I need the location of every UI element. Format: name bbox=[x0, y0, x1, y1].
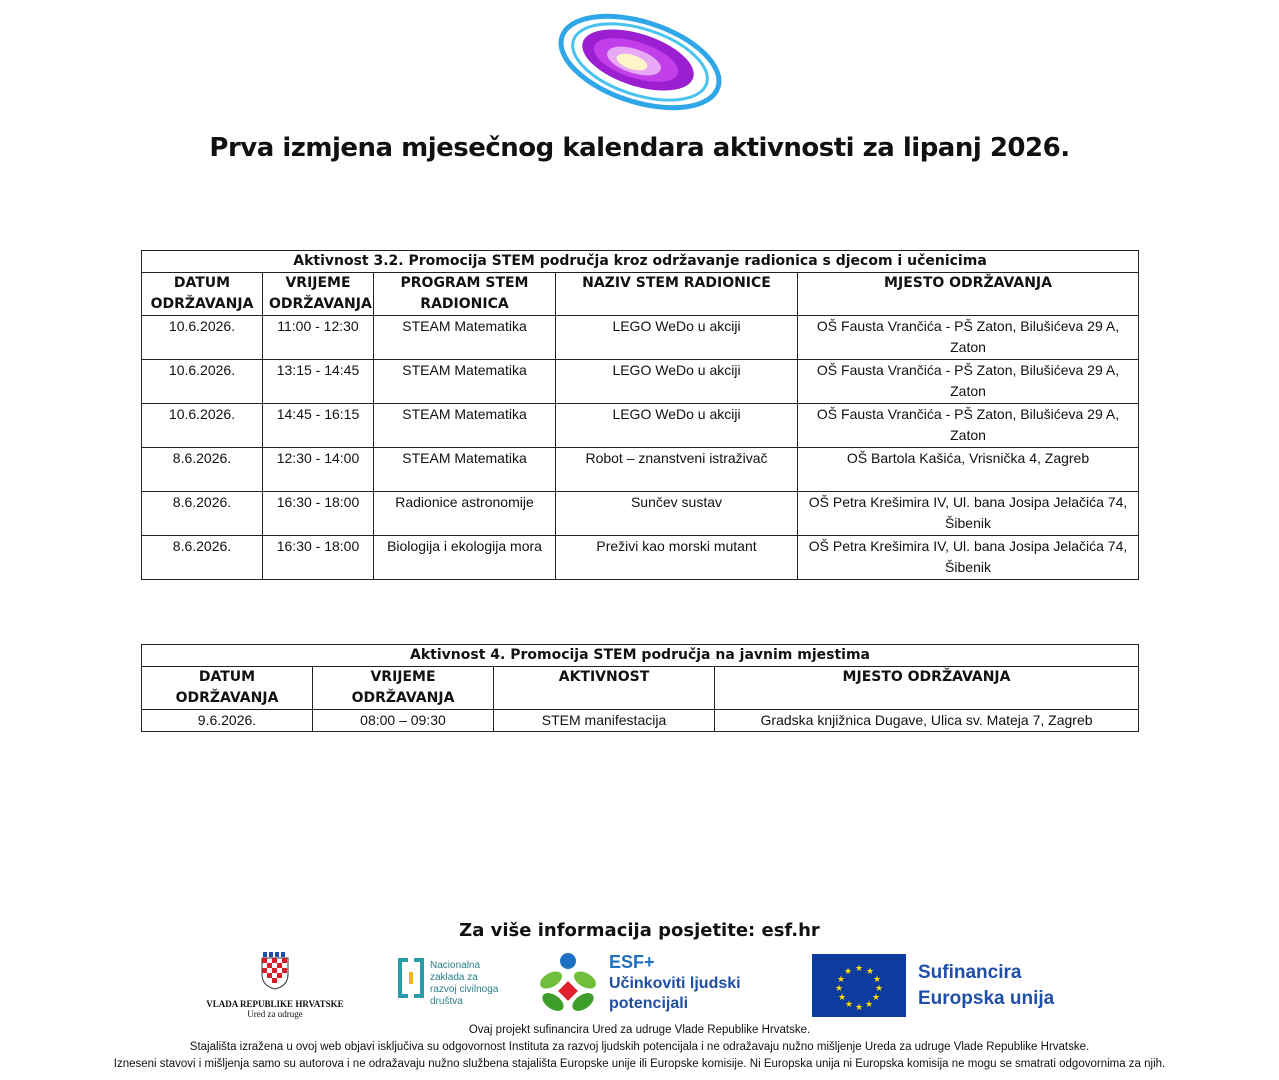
svg-text:★: ★ bbox=[837, 992, 847, 1002]
bracket-logo-icon bbox=[396, 956, 426, 1000]
workshop-cell: Preživi kao morski mutant bbox=[556, 536, 798, 580]
time-cell: 16:30 - 18:00 bbox=[263, 536, 374, 580]
program-cell: STEAM Matematika bbox=[374, 316, 556, 360]
esf-logo bbox=[535, 952, 775, 1020]
svg-text:★: ★ bbox=[843, 966, 853, 976]
time-cell: 11:00 - 12:30 bbox=[263, 316, 374, 360]
program-cell: STEAM Matematika bbox=[374, 448, 556, 492]
table-row bbox=[142, 710, 1139, 732]
program-cell: Biologija i ekologija mora bbox=[374, 536, 556, 580]
footer-line: Ovaj projekt sufinancira Ured za udruge Vlade Republike Hrvatske. bbox=[468, 1024, 811, 1036]
column-header: VRIJEME ODRŽAVANJA bbox=[313, 667, 494, 710]
time-cell: 12:30 - 14:00 bbox=[263, 448, 374, 492]
svg-text:★: ★ bbox=[874, 983, 884, 993]
government-office: Ured za udruge bbox=[247, 1009, 303, 1019]
column-header: NAZIV STEM RADIONICE bbox=[556, 273, 798, 316]
national-foundation-logo bbox=[396, 956, 499, 1007]
location-cell: OŠ Fausta Vrančića - PŠ Zaton, Bilušićeva 29 A, Zaton bbox=[798, 360, 1139, 404]
table-row bbox=[142, 448, 1139, 492]
location-cell: OŠ Fausta Vrančića - PŠ Zaton, Bilušićeva 29 A, Zaton bbox=[798, 404, 1139, 448]
location-cell: OŠ Petra Krešimira IV, Ul. bana Josipa Jelačića 74, Šibenik bbox=[798, 492, 1139, 536]
workshop-cell: Robot – znanstveni istraživač bbox=[556, 448, 798, 492]
table-header-row bbox=[142, 273, 1139, 316]
date-cell: 8.6.2026. bbox=[142, 536, 263, 580]
svg-text:★: ★ bbox=[834, 983, 844, 993]
date-cell: 10.6.2026. bbox=[142, 404, 263, 448]
galaxy-logo-icon bbox=[550, 10, 730, 115]
table-row bbox=[142, 404, 1139, 448]
date-cell: 9.6.2026. bbox=[142, 710, 313, 732]
partner-logos bbox=[0, 950, 1279, 1020]
footer-line: Izneseni stavovi i mišljenja samo su autorova i ne odražavaju nužno službena stajališta Europske unije ili Europske komisije. Ni Europska unija ni Europska komisija ne mogu se smatrati odgovornima za njih. bbox=[113, 1058, 1166, 1070]
activity-3-2-table bbox=[141, 250, 1139, 580]
table-row bbox=[142, 492, 1139, 536]
government-logo bbox=[205, 952, 345, 1019]
croatian-coat-of-arms-icon bbox=[260, 952, 290, 990]
location-cell: OŠ Bartola Kašića, Vrisnička 4, Zagreb bbox=[798, 448, 1139, 492]
esf-title: ESF+ bbox=[609, 952, 655, 972]
info-text: Za više informacija posjetite: esf.hr bbox=[459, 920, 820, 941]
footer-disclaimer bbox=[0, 1022, 1279, 1073]
time-cell: 13:15 - 14:45 bbox=[263, 360, 374, 404]
time-cell: 16:30 - 18:00 bbox=[263, 492, 374, 536]
esf-flower-icon bbox=[535, 952, 601, 1018]
svg-text:★: ★ bbox=[836, 974, 846, 984]
column-header: MJESTO ODRŽAVANJA bbox=[715, 667, 1139, 710]
activity-4-table bbox=[141, 644, 1139, 732]
location-cell: OŠ Fausta Vrančića - PŠ Zaton, Bilušićeva 29 A, Zaton bbox=[798, 316, 1139, 360]
location-cell: Gradska knjižnica Dugave, Ulica sv. Mateja 7, Zagreb bbox=[715, 710, 1139, 732]
government-name: VLADA REPUBLIKE HRVATSKE bbox=[206, 999, 344, 1009]
workshop-cell: LEGO WeDo u akciji bbox=[556, 316, 798, 360]
column-header: MJESTO ODRŽAVANJA bbox=[798, 273, 1139, 316]
time-cell: 08:00 – 09:30 bbox=[313, 710, 494, 732]
svg-text:★: ★ bbox=[872, 974, 882, 984]
column-header: DATUM ODRŽAVANJA bbox=[142, 273, 263, 316]
svg-text:★: ★ bbox=[854, 963, 864, 973]
date-cell: 8.6.2026. bbox=[142, 448, 263, 492]
program-cell: Radionice astronomije bbox=[374, 492, 556, 536]
esf-subtitle: Učinkoviti ljudski potencijali bbox=[609, 975, 741, 1012]
program-cell: STEAM Matematika bbox=[374, 404, 556, 448]
footer-line: Stajališta izražena u ovoj web objavi isključiva su odgovornost Instituta za razvoj ljudskih potencijala i ne odražavaju nužno mišljenje Ureda za udruge Vlade Republike Hrvatske. bbox=[189, 1041, 1090, 1053]
workshop-cell: LEGO WeDo u akciji bbox=[556, 360, 798, 404]
eu-flag-icon bbox=[812, 954, 906, 1017]
svg-text:★: ★ bbox=[864, 999, 874, 1009]
svg-text:★: ★ bbox=[871, 992, 881, 1002]
column-header: VRIJEME ODRŽAVANJA bbox=[263, 273, 374, 316]
svg-text:★: ★ bbox=[844, 999, 854, 1009]
table-row bbox=[142, 360, 1139, 404]
date-cell: 10.6.2026. bbox=[142, 316, 263, 360]
page-title: Prva izmjena mjesečnog kalendara aktivnosti za lipanj 2026. bbox=[209, 133, 1070, 163]
column-header: AKTIVNOST bbox=[494, 667, 715, 710]
svg-text:★: ★ bbox=[854, 1002, 864, 1012]
table-caption: Aktivnost 3.2. Promocija STEM područja kroz održavanje radionica s djecom i učenicima bbox=[142, 251, 1139, 273]
workshop-cell: LEGO WeDo u akciji bbox=[556, 404, 798, 448]
eu-cofinancing-logo bbox=[812, 954, 1092, 1018]
column-header: DATUM ODRŽAVANJA bbox=[142, 667, 313, 710]
workshop-cell: Sunčev sustav bbox=[556, 492, 798, 536]
table-caption: Aktivnost 4. Promocija STEM područja na javnim mjestima bbox=[142, 645, 1139, 667]
location-cell: OŠ Petra Krešimira IV, Ul. bana Josipa Jelačića 74, Šibenik bbox=[798, 536, 1139, 580]
table-header-row bbox=[142, 667, 1139, 710]
time-cell: 14:45 - 16:15 bbox=[263, 404, 374, 448]
foundation-name: Nacionalna zaklada za razvoj civilnoga društva bbox=[430, 960, 499, 1007]
svg-text:★: ★ bbox=[865, 966, 875, 976]
program-cell: STEAM Matematika bbox=[374, 360, 556, 404]
table-row bbox=[142, 536, 1139, 580]
activity-cell: STEM manifestacija bbox=[494, 710, 715, 732]
eu-text: Sufinancira Europska unija bbox=[918, 962, 1055, 1009]
column-header: PROGRAM STEM RADIONICA bbox=[374, 273, 556, 316]
date-cell: 8.6.2026. bbox=[142, 492, 263, 536]
date-cell: 10.6.2026. bbox=[142, 360, 263, 404]
table-row bbox=[142, 316, 1139, 360]
